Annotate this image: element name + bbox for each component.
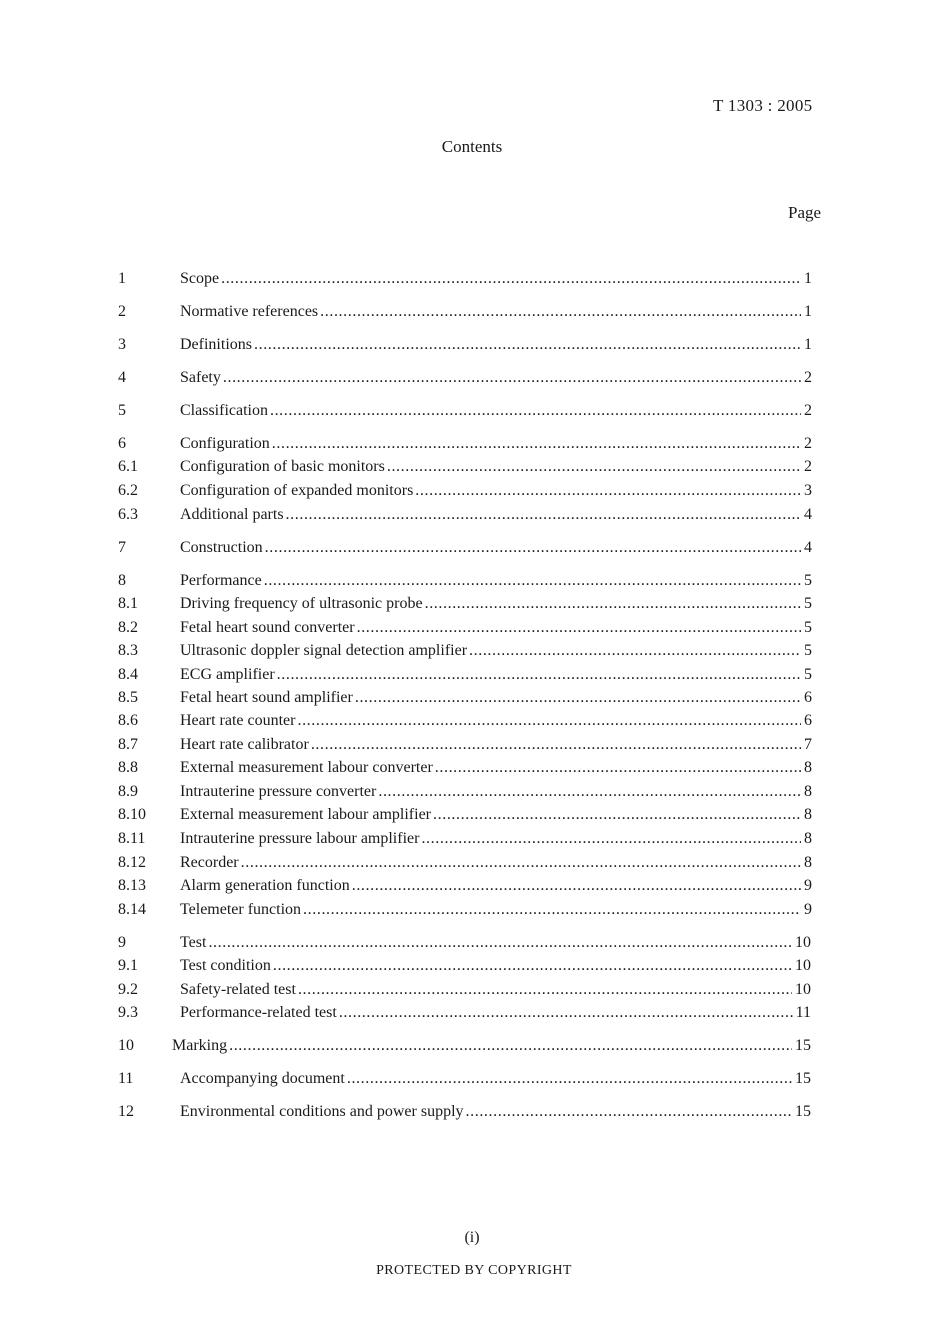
toc-entry-page: 8 bbox=[804, 759, 812, 776]
dot-leader bbox=[272, 433, 801, 455]
toc-entry-title: Performance-related test bbox=[180, 1004, 337, 1021]
toc-entry-page: 1 bbox=[804, 303, 812, 320]
toc-entry-number: 3 bbox=[118, 336, 126, 353]
toc-entry[interactable] bbox=[118, 433, 812, 455]
toc-entry-number: 8.10 bbox=[118, 806, 146, 823]
toc-entry[interactable] bbox=[118, 781, 812, 803]
dot-leader bbox=[298, 979, 792, 1001]
toc-entry-title: Environmental conditions and power supply bbox=[180, 1103, 464, 1120]
dot-leader bbox=[229, 1035, 792, 1057]
dot-leader bbox=[223, 367, 801, 389]
toc-entry[interactable] bbox=[118, 664, 812, 686]
toc-entry[interactable] bbox=[118, 301, 812, 323]
toc-entry-number: 4 bbox=[118, 369, 126, 386]
dot-leader bbox=[273, 955, 792, 977]
toc-entry-number: 5 bbox=[118, 402, 126, 419]
toc-entry-number: 9.1 bbox=[118, 957, 138, 974]
toc-entry-number: 1 bbox=[118, 270, 126, 287]
dot-leader bbox=[415, 480, 801, 502]
toc-entry-number: 8.2 bbox=[118, 619, 138, 636]
dot-leader bbox=[466, 1101, 792, 1123]
toc-entry-number: 6 bbox=[118, 435, 126, 452]
toc-entry-number: 2 bbox=[118, 303, 126, 320]
toc-entry-number: 8 bbox=[118, 572, 126, 589]
dot-leader bbox=[339, 1002, 793, 1024]
toc-entry[interactable] bbox=[118, 1068, 811, 1090]
toc-entry-number: 6.1 bbox=[118, 458, 138, 475]
toc-entry-title: Accompanying document bbox=[180, 1070, 345, 1087]
dot-leader bbox=[378, 781, 801, 803]
toc-entry[interactable] bbox=[118, 480, 812, 502]
toc-entry-page: 7 bbox=[804, 736, 812, 753]
dot-leader bbox=[265, 537, 801, 559]
dot-leader bbox=[425, 593, 801, 615]
toc-entry-page: 10 bbox=[795, 957, 811, 974]
toc-entry-number: 11 bbox=[118, 1070, 134, 1087]
toc-entry-page: 9 bbox=[804, 877, 812, 894]
dot-leader bbox=[352, 875, 801, 897]
toc-entry[interactable] bbox=[118, 757, 812, 779]
toc-entry-page: 15 bbox=[795, 1070, 811, 1087]
dot-leader bbox=[297, 710, 801, 732]
toc-entry[interactable] bbox=[118, 1002, 811, 1024]
toc-entry-title: Ultrasonic doppler signal detection amplifier bbox=[180, 642, 468, 659]
toc-entry-page: 15 bbox=[795, 1037, 811, 1054]
toc-entry-number: 6.2 bbox=[118, 482, 138, 499]
toc-entry-title: Test bbox=[180, 934, 207, 951]
toc-entry-page: 5 bbox=[804, 619, 812, 636]
toc-entry-number: 12 bbox=[118, 1103, 134, 1120]
toc-entry-title: Configuration of basic monitors bbox=[180, 458, 385, 475]
dot-leader bbox=[355, 687, 801, 709]
toc-entry-title: Performance bbox=[180, 572, 262, 589]
toc-entry[interactable] bbox=[118, 504, 812, 526]
dot-leader bbox=[277, 664, 801, 686]
toc-entry[interactable] bbox=[118, 593, 812, 615]
toc-entry[interactable] bbox=[118, 1101, 811, 1123]
toc-entry-title: Recorder bbox=[180, 854, 239, 871]
toc-entry[interactable] bbox=[118, 687, 812, 709]
toc-entry-number: 8.4 bbox=[118, 666, 138, 683]
toc-entry-title: Definitions bbox=[180, 336, 252, 353]
toc-entry-title: ECG amplifier bbox=[180, 666, 275, 683]
dot-leader bbox=[254, 334, 801, 356]
toc-entry-page: 4 bbox=[804, 539, 812, 556]
toc-entry-page: 11 bbox=[795, 1004, 811, 1021]
toc-entry-page: 2 bbox=[804, 402, 812, 419]
toc-entry[interactable] bbox=[118, 734, 812, 756]
toc-entry[interactable] bbox=[118, 1035, 811, 1057]
dot-leader bbox=[347, 1068, 792, 1090]
toc-entry-page: 6 bbox=[804, 689, 812, 706]
toc-entry[interactable] bbox=[118, 979, 811, 1001]
toc-entry-page: 5 bbox=[804, 572, 812, 589]
dot-leader bbox=[320, 301, 801, 323]
toc-entry-page: 2 bbox=[804, 369, 812, 386]
toc-entry-page: 5 bbox=[804, 666, 812, 683]
page-title: Contents bbox=[441, 137, 503, 156]
toc-entry[interactable] bbox=[118, 875, 812, 897]
toc-entry-title: Alarm generation function bbox=[180, 877, 350, 894]
toc-entry-page: 8 bbox=[804, 806, 812, 823]
toc-entry[interactable] bbox=[118, 570, 812, 592]
toc-entry-title: Additional parts bbox=[180, 506, 284, 523]
toc-entry-title: Test condition bbox=[180, 957, 271, 974]
dot-leader bbox=[221, 268, 801, 290]
toc-entry[interactable] bbox=[118, 640, 812, 662]
toc-entry-page: 4 bbox=[804, 506, 812, 523]
toc-entry-title: Safety bbox=[180, 369, 221, 386]
toc-entry-number: 8.9 bbox=[118, 783, 138, 800]
toc-entry-number: 9.3 bbox=[118, 1004, 138, 1021]
toc-entry-title: Safety-related test bbox=[180, 981, 296, 998]
toc-entry-page: 2 bbox=[804, 458, 812, 475]
toc-entry-page: 2 bbox=[804, 435, 812, 452]
toc-entry-title: Heart rate counter bbox=[180, 712, 296, 729]
toc-entry-title: Fetal heart sound amplifier bbox=[180, 689, 353, 706]
toc-entry[interactable] bbox=[118, 334, 812, 356]
toc-entry-number: 7 bbox=[118, 539, 126, 556]
toc-entry[interactable] bbox=[118, 955, 811, 977]
toc-entry[interactable] bbox=[118, 456, 812, 478]
dot-leader bbox=[303, 899, 801, 921]
toc-entry-page: 1 bbox=[804, 270, 812, 287]
toc-entry[interactable] bbox=[118, 932, 811, 954]
copyright-notice: PROTECTED BY COPYRIGHT bbox=[376, 1263, 572, 1278]
toc-entry-number: 8.7 bbox=[118, 736, 138, 753]
toc-entry[interactable] bbox=[118, 828, 812, 850]
toc-entry-title: Driving frequency of ultrasonic probe bbox=[180, 595, 423, 612]
toc-entry-number: 8.13 bbox=[118, 877, 146, 894]
toc-entry-title: Normative references bbox=[180, 303, 319, 320]
toc-entry-page: 8 bbox=[804, 854, 812, 871]
toc-entry-title: Intrauterine pressure labour amplifier bbox=[180, 830, 420, 847]
toc-entry-number: 8.12 bbox=[118, 854, 146, 871]
dot-leader bbox=[433, 804, 801, 826]
dot-leader bbox=[357, 617, 801, 639]
toc-entry-page: 1 bbox=[804, 336, 812, 353]
toc-entry-page: 10 bbox=[795, 934, 811, 951]
toc-entry-page: 6 bbox=[804, 712, 812, 729]
dot-leader bbox=[387, 456, 801, 478]
toc-entry-page: 5 bbox=[804, 595, 812, 612]
page-folio: (i) bbox=[464, 1229, 480, 1246]
toc-entry-title: Intrauterine pressure converter bbox=[180, 783, 377, 800]
toc-entry-page: 10 bbox=[795, 981, 811, 998]
toc-entry-page: 8 bbox=[804, 783, 812, 800]
dot-leader bbox=[286, 504, 801, 526]
toc-entry[interactable] bbox=[118, 617, 812, 639]
toc-entry-title: Marking bbox=[172, 1037, 228, 1054]
toc-entry-title: Heart rate calibrator bbox=[180, 736, 309, 753]
toc-entry-number: 10 bbox=[118, 1037, 134, 1054]
toc-entry-page: 3 bbox=[804, 482, 812, 499]
toc-entry-title: External measurement labour converter bbox=[180, 759, 433, 776]
toc-entry-number: 6.3 bbox=[118, 506, 138, 523]
toc-entry-number: 8.3 bbox=[118, 642, 138, 659]
toc-entry-title: Classification bbox=[180, 402, 268, 419]
toc-entry-page: 5 bbox=[804, 642, 812, 659]
toc-entry[interactable] bbox=[118, 852, 812, 874]
toc-entry[interactable] bbox=[118, 268, 812, 290]
page-column-label: Page bbox=[788, 203, 822, 222]
dot-leader bbox=[421, 828, 801, 850]
toc-entry-title: Configuration bbox=[180, 435, 270, 452]
document-id: T 1303 : 2005 bbox=[713, 96, 813, 115]
toc-entry[interactable] bbox=[118, 804, 812, 826]
dot-leader bbox=[311, 734, 801, 756]
toc-entry[interactable] bbox=[118, 400, 812, 422]
dot-leader bbox=[208, 932, 792, 954]
toc-entry-page: 8 bbox=[804, 830, 812, 847]
toc-entry-title: External measurement labour amplifier bbox=[180, 806, 432, 823]
toc-entry-title: Scope bbox=[180, 270, 220, 287]
toc-entry[interactable] bbox=[118, 710, 812, 732]
toc-entry[interactable] bbox=[118, 899, 812, 921]
toc-entry-number: 8.8 bbox=[118, 759, 138, 776]
toc-entry[interactable] bbox=[118, 537, 812, 559]
toc-entry-title: Telemeter function bbox=[180, 901, 302, 918]
dot-leader bbox=[241, 852, 801, 874]
toc-entry-number: 8.1 bbox=[118, 595, 138, 612]
toc-entry-number: 8.14 bbox=[118, 901, 146, 918]
toc-entry-title: Configuration of expanded monitors bbox=[180, 482, 414, 499]
toc-entry-title: Fetal heart sound converter bbox=[180, 619, 355, 636]
toc-entry[interactable] bbox=[118, 367, 812, 389]
toc-entry-page: 15 bbox=[795, 1103, 811, 1120]
dot-leader bbox=[435, 757, 801, 779]
toc-entry-number: 8.5 bbox=[118, 689, 138, 706]
dot-leader bbox=[469, 640, 801, 662]
toc-entry-number: 9 bbox=[118, 934, 126, 951]
dot-leader bbox=[270, 400, 801, 422]
dot-leader bbox=[264, 570, 801, 592]
toc-entry-title: Construction bbox=[180, 539, 263, 556]
toc-entry-number: 9.2 bbox=[118, 981, 138, 998]
toc-entry-number: 8.11 bbox=[118, 830, 146, 847]
toc-entry-page: 9 bbox=[804, 901, 812, 918]
toc-entry-number: 8.6 bbox=[118, 712, 138, 729]
